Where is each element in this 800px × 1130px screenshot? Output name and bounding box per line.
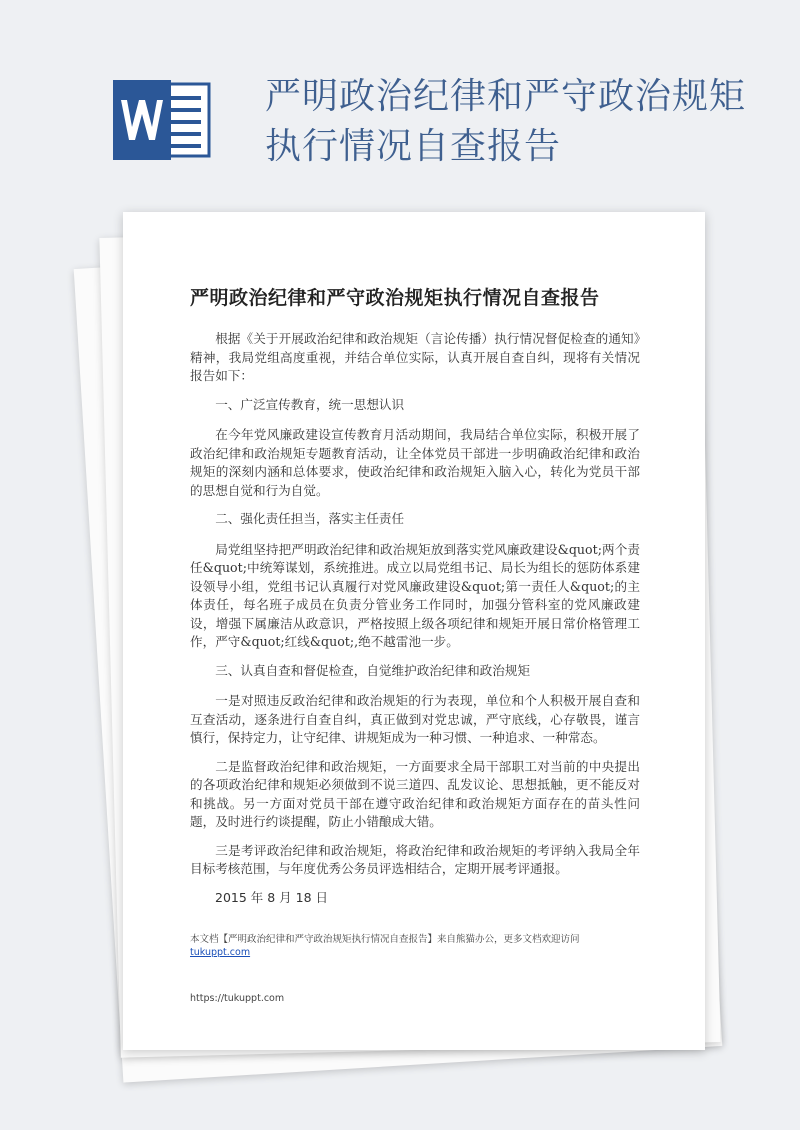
word-document-icon xyxy=(113,80,213,160)
footer-url[interactable]: https://tukuppt.com xyxy=(190,993,285,1004)
section-paragraph-1: 在今年党风廉政建设宣传教育月活动期间，我局结合单位实际，积极开展了政治纪律和政治规矩专题教育活动，让全体党员干部进一步明确政治纪律和政治规矩的深刻内涵和总体要求，使政治纪律和政治规矩入脑入心，转化为党员干部的思想自觉和行为自觉。 xyxy=(190,427,640,498)
section-paragraph-3a: 一是对照违反政治纪律和政治规矩的行为表现，单位和个人积极开展自查和互查活动，逐条进行自查自纠，真正做到对党忠诚，严守底线，心存敬畏，谨言慎行，保持定力，让守纪律、讲规矩成为一种习惯、一种追求、一种常态。 xyxy=(190,693,640,745)
page-title-line-2: 执行情况自查报告 xyxy=(265,126,562,167)
page-title xyxy=(265,72,785,172)
section-paragraph-2: 局党组坚持把严明政治纪律和政治规矩放到落实党风廉政建设&quot;两个责任&quot;中统筹谋划，系统推进。成立以局党组书记、局长为组长的惩防体系建设领导小组，党组书记认真履行对党风廉政建设&quot;第一责任人&quot;的主体责任，每名班子成员在负责分管业务工作同时，加强分管科室的党风廉政建设，增强下属廉洁从政意识，严格按照上级各项纪律和规矩开展日常价格管理工作，严守&quot;红线&quot;,绝不越雷池一步。 xyxy=(190,541,640,649)
source-note xyxy=(190,933,650,959)
section-heading-2: 二、强化责任担当，落实主任责任 xyxy=(215,511,405,526)
document-body xyxy=(190,330,640,917)
intro-paragraph: 根据《关于开展政治纪律和政治规矩（言论传播）执行情况督促检查的通知》精神，我局党组高度重视，并结合单位实际，认真开展自查自纠，现将有关情况报告如下： xyxy=(190,331,640,383)
section-heading-3: 三、认真自查和督促检查，自觉维护政治纪律和政治规矩 xyxy=(215,662,531,678)
source-link[interactable]: tukuppt.com xyxy=(190,947,251,958)
section-paragraph-3b: 二是监督政治纪律和政治规矩，一方面要求全局干部职工对当前的中央提出的各项政治纪律和规矩必须做到不说三道四、乱发议论、思想抵触，更不能反对和挑战。另一方面对党员干部在遵守政治纪律和政治规矩方面存在的苗头性问题，及时进行约谈提醒，防止小错酿成大错。 xyxy=(190,758,640,829)
section-paragraph-3c: 三是考评政治纪律和政治规矩，将政治纪律和政治规矩的考评纳入我局全年目标考核范围，与年度优秀公务员评选相结合，定期开展考评通报。 xyxy=(190,842,640,876)
source-note-text: 本文档【严明政治纪律和严守政治规矩执行情况自查报告】来自熊猫办公，更多文档欢迎访问 xyxy=(190,934,580,945)
document-title: 严明政治纪律和严守政治规矩执行情况自查报告 xyxy=(190,287,600,309)
page-title-line-1: 严明政治纪律和严守政治规矩 xyxy=(265,76,747,117)
section-heading-1: 一、广泛宣传教育，统一思想认识 xyxy=(215,396,405,412)
document-date: 2015 年 8 月 18 日 xyxy=(215,889,329,905)
